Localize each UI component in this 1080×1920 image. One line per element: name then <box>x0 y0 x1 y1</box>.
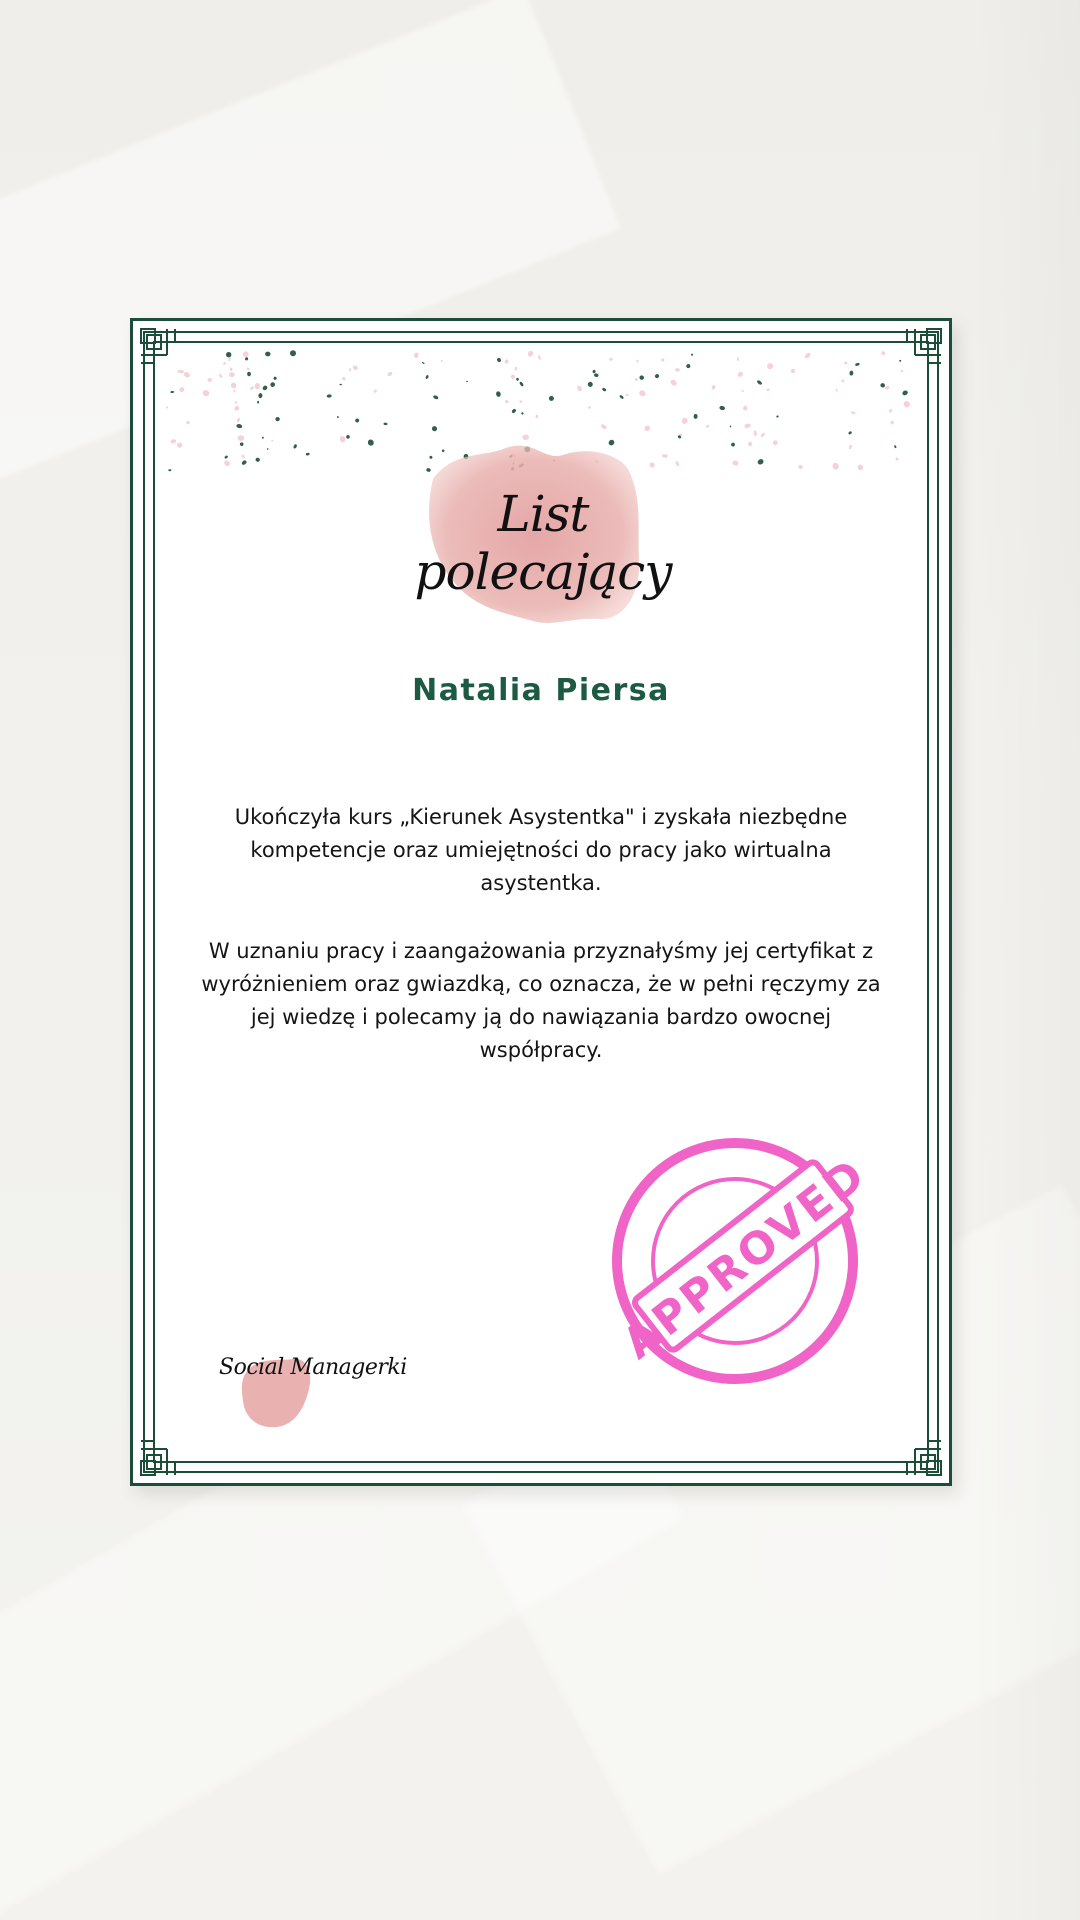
recipient-name: Natalia Piersa <box>412 673 670 708</box>
confetti-speck <box>798 464 804 470</box>
confetti-speck <box>422 362 425 365</box>
confetti-speck <box>619 395 624 400</box>
confetti-speck <box>346 435 350 439</box>
confetti-speck <box>636 359 639 362</box>
confetti-speck <box>835 388 838 392</box>
confetti-speck <box>367 439 375 447</box>
confetti-speck <box>880 383 885 388</box>
confetti-speck <box>694 414 698 419</box>
confetti-speck <box>638 389 646 397</box>
confetti-speck <box>245 357 249 361</box>
confetti-speck <box>744 423 752 429</box>
confetti-speck <box>262 436 265 439</box>
confetti-speck <box>349 368 351 371</box>
confetti-speck <box>383 422 387 425</box>
confetti-speck <box>519 400 523 404</box>
confetti-speck <box>178 386 185 393</box>
confetti-speck <box>267 448 269 450</box>
confetti-speck <box>537 355 541 360</box>
confetti-speck <box>202 389 211 397</box>
paragraph-course: Ukończyła kurs „Kierunek Asystentka" i zyskała niezbędne kompetencje oraz umiejętności do pracy jako wirtualna asystentka. <box>234 805 848 895</box>
confetti-speck <box>773 440 778 445</box>
confetti-speck <box>737 371 744 378</box>
confetti-speck <box>516 378 519 381</box>
confetti-speck <box>234 405 241 412</box>
confetti-speck <box>729 425 731 427</box>
confetti-speck <box>848 445 852 450</box>
confetti-speck <box>576 385 582 392</box>
confetti-speck <box>305 452 309 455</box>
confetti-speck <box>855 362 860 366</box>
confetti-speck <box>625 393 628 396</box>
paragraph-recommendation: W uznaniu pracy i zaangażowania przyznałyśmy jej certyfikat z wyróżnieniem oraz gwiazdką, co oznacza, że w pełni ręczymy za jej wiedzę i polecamy ją do nawiązania bardzo owocnej współpracy. <box>201 939 881 1062</box>
confetti-speck <box>711 385 715 390</box>
confetti-speck <box>225 351 232 358</box>
confetti-speck <box>275 417 280 422</box>
confetti-speck <box>183 371 191 379</box>
confetti-speck <box>535 415 538 418</box>
confetti-speck <box>241 454 245 459</box>
confetti-speck <box>247 372 251 377</box>
confetti-speck <box>510 374 516 379</box>
confetti-speck <box>844 362 848 365</box>
confetti-speck <box>832 462 840 470</box>
confetti-speck <box>223 459 231 467</box>
confetti-speck <box>230 382 237 389</box>
confetti-speck <box>223 362 226 366</box>
confetti-speck <box>686 364 691 369</box>
confetti-speck <box>848 431 852 435</box>
confetti-speck <box>342 377 347 381</box>
confetti-speck <box>166 406 169 409</box>
confetti-speck <box>262 385 269 391</box>
confetti-speck <box>881 351 885 355</box>
confetti-speck <box>902 400 911 409</box>
confetti-speck <box>495 391 501 398</box>
confetti-speck <box>705 425 710 428</box>
confetti-speck <box>857 464 865 472</box>
confetti-speck <box>355 418 360 423</box>
confetti-speck <box>339 384 342 386</box>
confetti-speck <box>240 442 244 446</box>
confetti-speck <box>594 373 599 378</box>
confetti-speck <box>756 380 762 386</box>
confetti-speck <box>675 368 680 372</box>
confetti-speck <box>588 406 591 409</box>
confetti-speck <box>176 442 183 448</box>
confetti-speck <box>849 370 853 375</box>
confetti-speck <box>888 408 892 413</box>
confetti-speck <box>387 371 393 377</box>
confetti-speck <box>229 372 235 377</box>
confetti-speck <box>273 376 277 380</box>
confetti-speck <box>753 430 757 436</box>
confetti-speck <box>425 375 429 380</box>
confetti-speck <box>177 370 184 374</box>
approved-stamp-icon <box>603 1121 883 1401</box>
confetti-speck <box>757 458 765 466</box>
confetti-speck <box>602 387 607 391</box>
confetti-speck <box>233 389 236 392</box>
confetti-speck <box>168 469 171 471</box>
confetti-speck <box>851 411 856 415</box>
confetti-speck <box>884 385 890 390</box>
confetti-speck <box>776 415 779 418</box>
confetti-speck <box>730 442 735 447</box>
confetti-speck <box>207 378 212 383</box>
confetti-speck <box>600 423 607 430</box>
confetti-speck <box>521 412 524 415</box>
confetti-speck <box>635 378 638 382</box>
confetti-speck <box>841 379 845 383</box>
confetti-speck <box>246 367 250 370</box>
confetti-speck <box>352 365 359 371</box>
corner-ornament-icon <box>893 1427 947 1481</box>
confetti-speck <box>894 445 897 449</box>
confetti-speck <box>519 381 524 387</box>
confetti-speck <box>257 401 259 404</box>
confetti-speck <box>760 432 765 438</box>
confetti-speck <box>224 455 228 459</box>
confetti-speck <box>719 405 725 410</box>
confetti-speck <box>414 352 419 358</box>
confetti-speck <box>373 389 377 393</box>
confetti-speck <box>255 457 261 463</box>
confetti-speck <box>804 352 812 360</box>
confetti-speck <box>732 460 739 466</box>
certificate-card <box>130 318 952 1486</box>
confetti-speck <box>890 420 894 424</box>
confetti-speck <box>440 359 443 362</box>
confetti-speck <box>258 393 262 398</box>
logo-text: Social Managerki <box>219 1355 407 1380</box>
confetti-speck <box>587 381 594 388</box>
confetti-speck <box>230 367 233 371</box>
confetti-speck <box>592 370 595 374</box>
confetti-speck <box>511 408 517 414</box>
confetti-speck <box>660 358 665 362</box>
confetti-speck <box>741 389 744 392</box>
confetti-speck <box>271 439 274 441</box>
confetti-speck <box>548 395 555 402</box>
confetti-speck <box>241 460 247 466</box>
confetti-speck <box>337 416 339 419</box>
corner-ornament-icon <box>135 1427 189 1481</box>
confetti-speck <box>691 353 694 356</box>
confetti-speck <box>186 420 191 424</box>
confetti-speck <box>669 378 678 386</box>
confetti-speck <box>269 381 276 388</box>
confetti-speck <box>339 435 346 443</box>
confetti-speck <box>237 418 241 423</box>
confetti-speck <box>609 357 614 362</box>
stamp-text: APPROVED <box>613 1148 877 1370</box>
confetti-speck <box>895 457 899 461</box>
confetti-speck <box>681 417 689 425</box>
confetti-speck <box>255 383 261 390</box>
confetti-speck <box>170 439 176 444</box>
confetti-speck <box>234 401 238 405</box>
confetti-speck <box>293 444 297 449</box>
confetti-speck <box>170 391 174 393</box>
confetti-speck <box>899 360 902 362</box>
confetti-speck <box>504 359 509 364</box>
confetti-speck <box>902 390 909 397</box>
confetti-speck <box>505 399 509 403</box>
confetti-speck <box>433 395 439 400</box>
confetti-speck <box>228 357 231 361</box>
confetti-speck <box>236 424 243 429</box>
confetti-speck <box>466 381 468 383</box>
social-managerki-logo <box>219 1331 439 1441</box>
confetti-speck <box>265 352 270 357</box>
wall-shadow <box>970 0 1080 1920</box>
title-block <box>393 431 693 631</box>
confetti-speck <box>327 394 332 398</box>
confetti-speck <box>237 435 244 441</box>
confetti-speck <box>242 350 250 358</box>
certificate-title: List polecający <box>414 485 672 601</box>
confetti-speck <box>743 405 748 410</box>
confetti-speck <box>790 368 795 373</box>
confetti-speck <box>654 373 660 378</box>
confetti-speck <box>289 349 297 357</box>
confetti-speck <box>219 373 223 378</box>
confetti-speck <box>639 375 645 381</box>
confetti-speck <box>766 362 775 370</box>
confetti-speck <box>527 350 535 358</box>
confetti-speck <box>747 441 753 447</box>
confetti-speck <box>901 370 904 373</box>
confetti-speck <box>766 388 770 391</box>
confetti-speck <box>496 357 501 362</box>
confetti-speck <box>249 386 254 391</box>
confetti-speck <box>515 367 518 371</box>
confetti-speck <box>737 357 739 361</box>
